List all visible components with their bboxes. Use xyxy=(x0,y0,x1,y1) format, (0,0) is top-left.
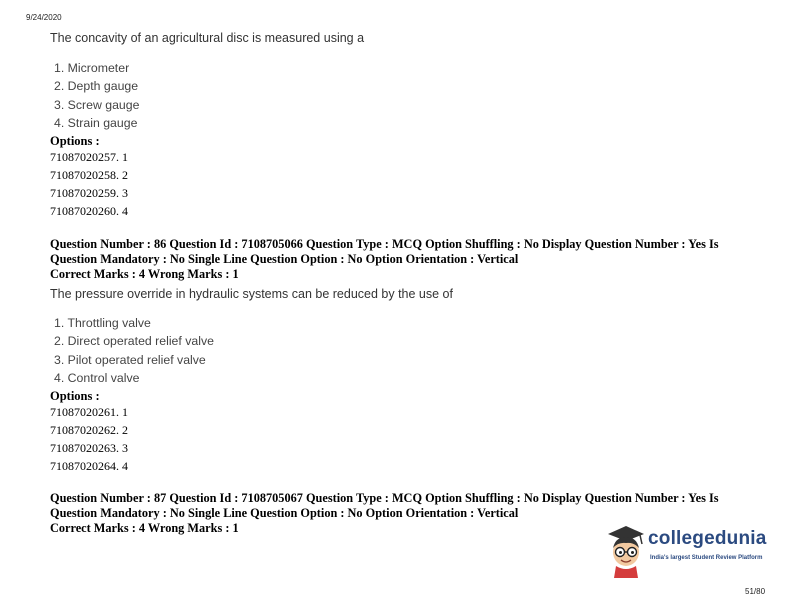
page-number: 51/80 xyxy=(745,587,766,596)
option-id-list xyxy=(50,148,128,220)
question-meta: Question Number : 87 Question Id : 7108705067 Question Type : MCQ Option Shuffling : No Display Question Number : Yes Is Question Mandatory : No Single Line Question Option : No Option Orientation : Vertical xyxy=(50,491,719,520)
answer-options xyxy=(54,59,139,132)
logo-tagline: India's largest Student Review Platform xyxy=(650,555,763,561)
answer-option: 2. Depth gauge xyxy=(54,79,139,94)
question-meta: Question Number : 86 Question Id : 7108705066 Question Type : MCQ Option Shuffling : No Display Question Number : Yes Is Question Mandatory : No Single Line Question Option : No Option Orientation : Vertical xyxy=(50,237,719,266)
question-marks: Correct Marks : 4 Wrong Marks : 1 xyxy=(50,521,239,535)
option-id: 71087020262. 2 xyxy=(50,423,128,437)
option-id: 71087020263. 3 xyxy=(50,441,128,455)
option-id: 71087020260. 4 xyxy=(50,204,128,218)
collegedunia-logo xyxy=(604,522,774,578)
answer-option: 4. Control valve xyxy=(54,370,140,385)
option-id-list xyxy=(50,403,128,475)
question-stem: The pressure override in hydraulic systems can be reduced by the use of xyxy=(50,287,453,301)
answer-options xyxy=(54,314,214,387)
answer-option: 1. Micrometer xyxy=(54,61,130,75)
option-id: 71087020258. 2 xyxy=(50,168,128,182)
answer-option: 1. Throttling valve xyxy=(54,316,151,330)
options-heading: Options : xyxy=(50,389,100,403)
question-stem: The concavity of an agricultural disc is measured using a xyxy=(50,31,365,45)
options-heading: Options : xyxy=(50,134,100,148)
option-id: 71087020259. 3 xyxy=(50,186,128,200)
option-id: 71087020264. 4 xyxy=(50,459,128,473)
page-date: 9/24/2020 xyxy=(26,13,62,22)
answer-option: 4. Strain gauge xyxy=(54,115,138,130)
answer-option: 2. Direct operated relief valve xyxy=(54,334,214,349)
mascot-icon xyxy=(604,522,648,578)
question-marks: Correct Marks : 4 Wrong Marks : 1 xyxy=(50,267,239,281)
option-id: 71087020261. 1 xyxy=(50,405,128,419)
logo-wordmark: collegedunia xyxy=(648,528,767,549)
answer-option: 3. Screw gauge xyxy=(54,97,140,112)
answer-option: 3. Pilot operated relief valve xyxy=(54,352,206,367)
option-id: 71087020257. 1 xyxy=(50,150,128,164)
